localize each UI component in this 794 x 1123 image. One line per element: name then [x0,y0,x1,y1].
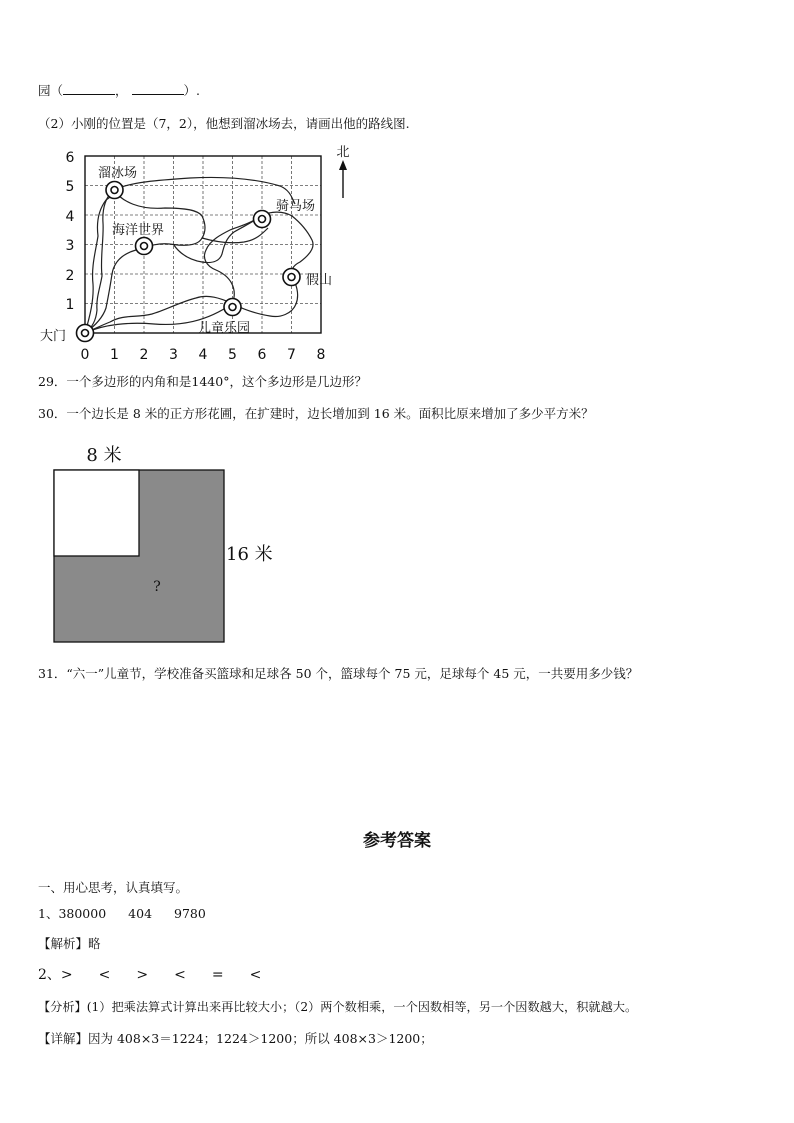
x-tick-4: 4 [198,347,208,363]
y-tick-5: 5 [65,179,75,195]
x-tick-7: 7 [287,347,296,363]
y-tick-6: 6 [65,150,75,166]
answer-blank-2[interactable] [132,82,184,95]
north-arrow-icon [339,160,347,198]
answer-2: 2、> < > < = < [38,967,262,983]
x-tick-8: 8 [316,347,326,363]
label-ocean: 海洋世界 [112,223,165,238]
label-rockery: 假山 [306,273,333,288]
x-tick-5: 5 [228,347,237,363]
q31: 31．“六一”儿童节，学校准备买篮球和足球各 50 个，篮球每个 75 元，足球每个 45 元，一共要用多少钱？ [38,666,639,681]
x-tick-3: 3 [169,347,178,363]
answer-1: 1、380000 404 9780 [38,906,206,921]
label-gate: 大门 [40,329,67,344]
answer-1-analysis: 【解析】略 [38,936,101,951]
x-tick-2: 2 [139,347,149,363]
side-length-label: 16 米 [226,544,273,565]
answer-blank-1[interactable] [63,82,115,95]
map-grid [85,156,321,333]
x-tick-6: 6 [257,347,267,363]
q29: 29．一个多边形的内角和是1440°，这个多边形是几边形？ [38,374,367,389]
label-ice-rink: 溜冰场 [98,166,138,181]
marker-playground [224,299,241,316]
answer-2-detail: 【详解】因为 408×3＝1224；1224＞1200；所以 408×3＞1200； [38,1031,433,1046]
y-tick-1: 1 [65,297,75,313]
section-heading: 一、用心思考，认真填写。 [38,880,189,895]
q30: 30．一个边长是 8 米的正方形花圃，在扩建时，边长增加到 16 米。面积比原来增加了多少平方米？ [38,406,594,421]
label-playground: 儿童乐园 [198,321,251,336]
question-mark: ? [153,579,161,595]
place-markers [77,182,301,342]
small-square [54,470,139,556]
marker-gate [77,325,94,342]
y-tick-3: 3 [65,238,75,254]
park-map [30,138,350,366]
x-tick-0: 0 [80,347,90,363]
q28-tail: 园（ ， ）. [38,83,201,98]
top-length-label: 8 米 [86,445,122,466]
y-tick-4: 4 [65,209,75,225]
y-tick-2: 2 [65,268,75,284]
answer-2-analysis: 【分析】(1）把乘法算式计算出来再比较大小；（2）两个数相乘，一个因数相等，另一个因数越大，积就越大。 [38,1000,638,1014]
north-label: 北 [336,145,350,160]
answers-title: 参考答案 [363,831,431,851]
marker-ice-rink [106,182,123,199]
marker-horse [254,211,271,228]
marker-rockery [283,269,300,286]
q28-part2: （2）小刚的位置是（7，2），他想到溜冰场去，请画出他的路线图. [38,116,410,131]
marker-ocean [136,238,153,255]
x-tick-1: 1 [110,347,119,363]
square-figure [40,440,290,648]
label-horse: 骑马场 [276,199,316,214]
